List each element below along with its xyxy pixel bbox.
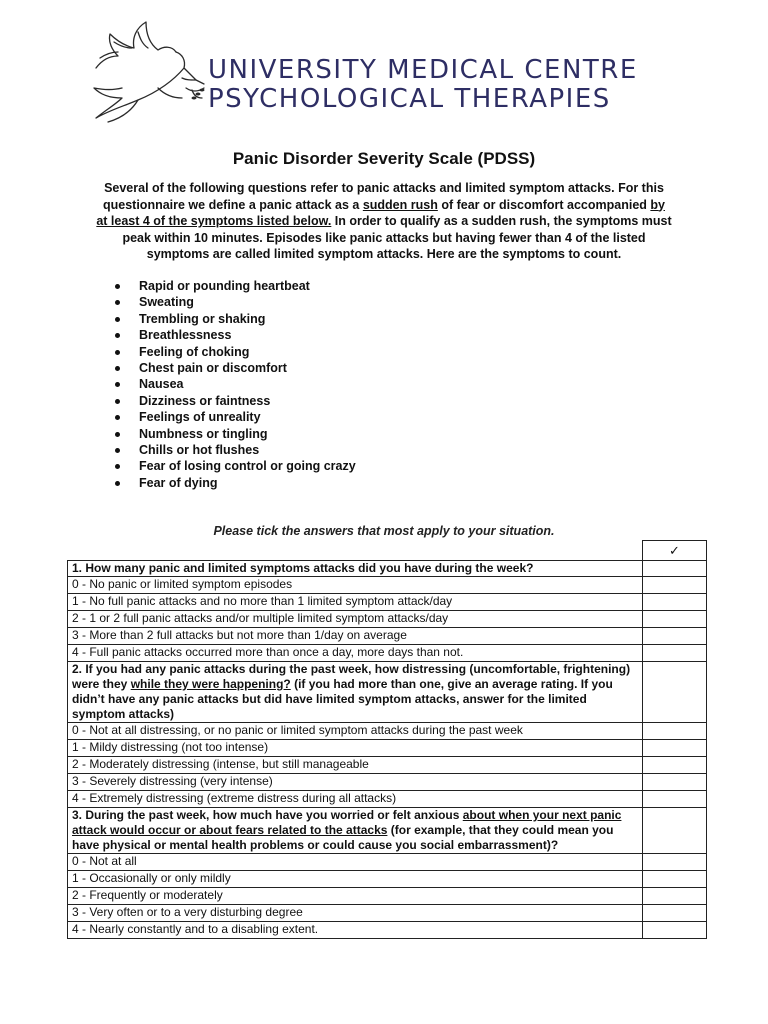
intro-text-1: Several of the following questions refer to panic attacks and limited symptom attacks. For this questionnaire we define a panic attack as a bbox=[103, 181, 664, 212]
bullet-icon bbox=[115, 464, 120, 469]
option-label: 3 - More than 2 full attacks but not more than 1/day on average bbox=[68, 628, 643, 645]
bullet-icon bbox=[115, 350, 120, 355]
table-row bbox=[68, 774, 707, 791]
question-2-part-2: (if you had more than one, give an average rating. If you didn’t have any panic attacks but did have limited symptom attacks, answer for the limited symptom attacks) bbox=[72, 677, 613, 721]
option-label: 0 - No panic or limited symptom episodes bbox=[68, 577, 643, 594]
option-label: 0 - Not at all bbox=[68, 854, 643, 871]
table-row bbox=[68, 628, 707, 645]
q1-option-3-tick-box[interactable] bbox=[643, 628, 707, 645]
option-label: 2 - Moderately distressing (intense, but still manageable bbox=[68, 757, 643, 774]
symptom-label: Chills or hot flushes bbox=[139, 443, 260, 458]
symptom-label: Dizziness or faintness bbox=[139, 393, 271, 408]
table-row bbox=[68, 871, 707, 888]
symptom-label: Feelings of unreality bbox=[139, 410, 261, 425]
symptom-label: Rapid or pounding heartbeat bbox=[139, 279, 310, 293]
question-2-part-1: 2. If you had any panic attacks during the past week, how distressing (uncomfortable, frightening) were they bbox=[72, 662, 631, 691]
q2-option-1-tick-box[interactable] bbox=[643, 740, 707, 757]
list-item bbox=[110, 327, 356, 343]
intro-text-2: of fear or discomfort accompanied bbox=[437, 197, 651, 212]
q2-option-2-tick-box[interactable] bbox=[643, 757, 707, 774]
list-item bbox=[110, 278, 356, 294]
table-row bbox=[68, 888, 707, 905]
table-row bbox=[68, 594, 707, 611]
bullet-icon bbox=[115, 432, 120, 437]
option-label: 2 - Frequently or moderately bbox=[68, 888, 643, 905]
q3-option-1-tick-box[interactable] bbox=[643, 871, 707, 888]
table-row bbox=[68, 723, 707, 740]
intro-text-3: In order to qualify as a sudden rush, the symptoms must peak within 10 minutes. Episodes like panic attacks but having fewer than 4 of the listed symptoms are called limited symptom attacks. Here are the symptoms to count. bbox=[122, 214, 672, 261]
list-item bbox=[110, 294, 356, 310]
list-item bbox=[110, 426, 356, 442]
bullet-icon bbox=[115, 481, 120, 486]
page-title: Panic Disorder Severity Scale (PDSS) bbox=[232, 149, 536, 168]
bullet-icon bbox=[115, 300, 120, 305]
option-label: 2 - 1 or 2 full panic attacks and/or multiple limited symptom attacks/day bbox=[68, 611, 643, 628]
option-label: 4 - Nearly constantly and to a disabling extent. bbox=[68, 922, 643, 939]
table-row bbox=[68, 922, 707, 939]
table-row bbox=[68, 740, 707, 757]
question-3-underline: about when your next panic attack would occur or about fears related to the attacks bbox=[72, 808, 622, 837]
question-2-underline: while they were happening? bbox=[130, 677, 291, 691]
symptom-label: Breathlessness bbox=[139, 328, 232, 343]
option-label: 3 - Severely distressing (very intense) bbox=[68, 774, 643, 791]
question-1-text: 1. How many panic and limited symptoms attacks did you have during the week? bbox=[68, 561, 643, 577]
intro-underline-1: sudden rush bbox=[362, 197, 438, 212]
q2-option-4-tick-box[interactable] bbox=[643, 791, 707, 808]
q1-option-0-tick-box[interactable] bbox=[643, 577, 707, 594]
option-label: 0 - Not at all distressing, or no panic or limited symptom attacks during the past week bbox=[68, 723, 643, 740]
q3-option-2-tick-box[interactable] bbox=[643, 888, 707, 905]
list-item bbox=[110, 311, 356, 327]
org-line-2: PSYCHOLOGICAL THERAPIES bbox=[208, 84, 611, 114]
table-row bbox=[68, 757, 707, 774]
option-label: 1 - Mildy distressing (not too intense) bbox=[68, 740, 643, 757]
question-3-answer-cell bbox=[643, 808, 707, 854]
q3-option-4-tick-box[interactable] bbox=[643, 922, 707, 939]
table-row bbox=[68, 905, 707, 922]
option-label: 3 - Very often or to a very disturbing degree bbox=[68, 905, 643, 922]
option-label: 4 - Full panic attacks occurred more than once a day, more days than not. bbox=[68, 645, 643, 662]
intro-underline-2: by at least 4 of the symptoms listed below. bbox=[96, 197, 665, 228]
symptom-label: Feeling of choking bbox=[139, 344, 250, 359]
header bbox=[0, 0, 768, 130]
question-row bbox=[68, 662, 707, 723]
symptom-label: Trembling or shaking bbox=[139, 311, 266, 326]
option-label: 1 - Occasionally or only mildly bbox=[68, 871, 643, 888]
checkmark-header-icon: ✓ bbox=[643, 541, 707, 561]
symptom-list bbox=[110, 278, 356, 491]
bullet-icon bbox=[115, 366, 120, 371]
bullet-icon bbox=[115, 317, 120, 322]
q1-option-1-tick-box[interactable] bbox=[643, 594, 707, 611]
org-line-1: UNIVERSITY MEDICAL CENTRE bbox=[208, 55, 638, 85]
q2-option-3-tick-box[interactable] bbox=[643, 774, 707, 791]
bullet-icon bbox=[115, 333, 120, 338]
q1-option-2-tick-box[interactable] bbox=[643, 611, 707, 628]
symptom-label: Numbness or tingling bbox=[139, 426, 268, 441]
organization-name bbox=[208, 56, 638, 114]
list-item bbox=[110, 475, 356, 491]
list-item bbox=[110, 393, 356, 409]
symptom-label: Sweating bbox=[139, 295, 194, 310]
bullet-icon bbox=[115, 382, 120, 387]
symptom-label: Fear of dying bbox=[139, 475, 218, 490]
list-item bbox=[110, 442, 356, 458]
bullet-icon bbox=[115, 284, 120, 289]
symptom-label: Fear of losing control or going crazy bbox=[139, 459, 356, 474]
q1-option-4-tick-box[interactable] bbox=[643, 645, 707, 662]
questionnaire-table bbox=[67, 540, 707, 939]
option-label: 4 - Extremely distressing (extreme distress during all attacks) bbox=[68, 791, 643, 808]
question-row bbox=[68, 808, 707, 854]
list-item bbox=[110, 458, 356, 474]
header-spacer bbox=[68, 541, 643, 561]
question-2-text bbox=[68, 662, 643, 723]
option-label: 1 - No full panic attacks and no more than 1 limited symptom attack/day bbox=[68, 594, 643, 611]
list-item bbox=[110, 360, 356, 376]
question-row bbox=[68, 561, 707, 577]
q3-option-0-tick-box[interactable] bbox=[643, 854, 707, 871]
intro-paragraph bbox=[96, 180, 672, 263]
table-row bbox=[68, 791, 707, 808]
symptom-label: Chest pain or discomfort bbox=[139, 361, 287, 376]
dove-logo-icon bbox=[88, 18, 218, 128]
question-3-part-2: (for example, that they could mean you have physical or mental health problems or could cause you social embarrassment)? bbox=[72, 823, 614, 852]
bullet-icon bbox=[115, 448, 120, 453]
table-header-row bbox=[68, 541, 707, 561]
table-row bbox=[68, 645, 707, 662]
question-3-text bbox=[68, 808, 643, 854]
table-row bbox=[68, 611, 707, 628]
q2-option-0-tick-box[interactable] bbox=[643, 723, 707, 740]
table-row bbox=[68, 577, 707, 594]
list-item bbox=[110, 344, 356, 360]
instruction-text: Please tick the answers that most apply to your situation. bbox=[213, 524, 555, 538]
table-row bbox=[68, 854, 707, 871]
question-2-answer-cell bbox=[643, 662, 707, 723]
question-3-part-1: 3. During the past week, how much have you worried or felt anxious bbox=[72, 808, 463, 822]
symptom-label: Nausea bbox=[139, 377, 184, 392]
q3-option-3-tick-box[interactable] bbox=[643, 905, 707, 922]
list-item bbox=[110, 376, 356, 392]
question-1-answer-cell bbox=[643, 561, 707, 577]
bullet-icon bbox=[115, 415, 120, 420]
list-item bbox=[110, 409, 356, 425]
bullet-icon bbox=[115, 399, 120, 404]
